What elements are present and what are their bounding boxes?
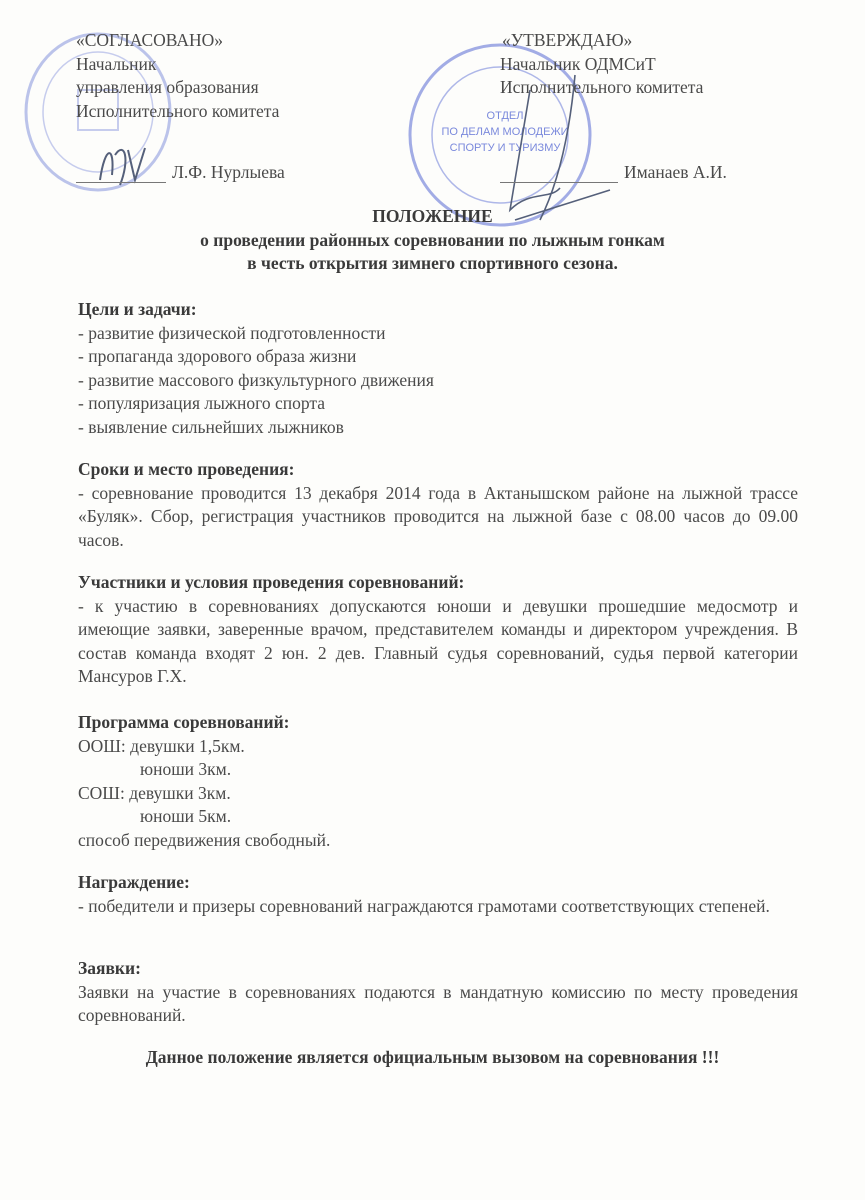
signature-line-left <box>76 182 166 183</box>
section-heading: Заявки: <box>78 958 141 978</box>
approval-department: управления образования <box>76 77 259 97</box>
program-line: способ передвижения свободный. <box>78 829 331 850</box>
program-line: ООШ: девушки 1,5км. <box>78 735 245 756</box>
stamp-text-line: СПОРТУ И ТУРИЗМУ <box>449 142 561 154</box>
section-goals <box>78 298 798 439</box>
approval-block-right <box>500 29 703 100</box>
approval-title: «СОГЛАСОВАНО» <box>76 30 224 50</box>
section-heading: Участники и условия проведения соревнований: <box>78 572 465 592</box>
approval-organization: Исполнительного комитета <box>76 100 280 121</box>
program-line: СОШ: девушки 3км. <box>78 782 231 803</box>
list-item: - развитие массового физкультурного движения <box>78 369 434 390</box>
official-call-notice: Данное положение является официальным вызовом на соревнования !!! <box>145 1047 720 1067</box>
section-dates <box>78 458 798 552</box>
section-text: - к участию в соревнованиях допускаются юноши и девушки прошедшие медосмотр и имеющие заявки, заверенные врачом, представителем команды и директором учреждения. В состав команда входят 2 юн. 2 дев. Главный судья соревнований, судья первой категории Мансуров Г.Х. <box>78 595 798 686</box>
document-title: ПОЛОЖЕНИЕ <box>372 206 493 226</box>
list-item: - развитие физической подготовленности <box>78 322 386 343</box>
signatory-name-right: Иманаев А.И. <box>624 162 727 182</box>
program-line: юноши 5км. <box>140 806 232 826</box>
signatory-name-left: Л.Ф. Нурлыева <box>172 162 285 182</box>
section-heading: Программа соревнований: <box>78 712 290 732</box>
program-line: юноши 3км. <box>140 759 232 779</box>
list-item: - популяризация лыжного спорта <box>78 393 325 413</box>
list-item: - выявление сильнейших лыжников <box>78 416 344 437</box>
section-text: - победители и призеры соревнований награждаются грамотами соответствующих степеней. <box>78 895 770 916</box>
approval-block-left <box>76 29 279 123</box>
signature-line-right <box>500 182 618 183</box>
section-applications <box>78 957 798 1028</box>
document-subtitle: о проведении районных соревновании по лыжным гонкам <box>200 230 665 250</box>
section-text: - соревнование проводится 13 декабря 2014 года в Актанышском районе на лыжной трассе «Буляк». Сбор, регистрация участников проводится на лыжной базе с 08.00 часов до 09.00 часов. <box>78 482 798 550</box>
stamp-text-line: ОТДЕЛ <box>486 110 524 122</box>
approval-organization: Исполнительного комитета <box>500 77 704 97</box>
section-text: Заявки на участие в соревнованиях подаются в мандатную комиссию по месту проведения соревнований. <box>78 981 798 1025</box>
section-awards <box>78 871 798 918</box>
approval-title: «УТВЕРЖДАЮ» <box>502 30 633 50</box>
document-subtitle: в честь открытия зимнего спортивного сезона. <box>247 253 618 273</box>
section-program <box>78 711 798 852</box>
stamp-text-line: ПО ДЕЛАМ МОЛОДЕЖИ <box>441 126 569 138</box>
section-participants <box>78 571 798 689</box>
section-heading: Награждение: <box>78 872 190 892</box>
section-heading: Цели и задачи: <box>78 299 197 319</box>
approval-position: Начальник ОДМСиТ <box>500 53 656 74</box>
section-heading: Сроки и место проведения: <box>78 459 295 479</box>
list-item: - пропаганда здорового образа жизни <box>78 346 357 366</box>
approval-position: Начальник <box>76 53 157 74</box>
